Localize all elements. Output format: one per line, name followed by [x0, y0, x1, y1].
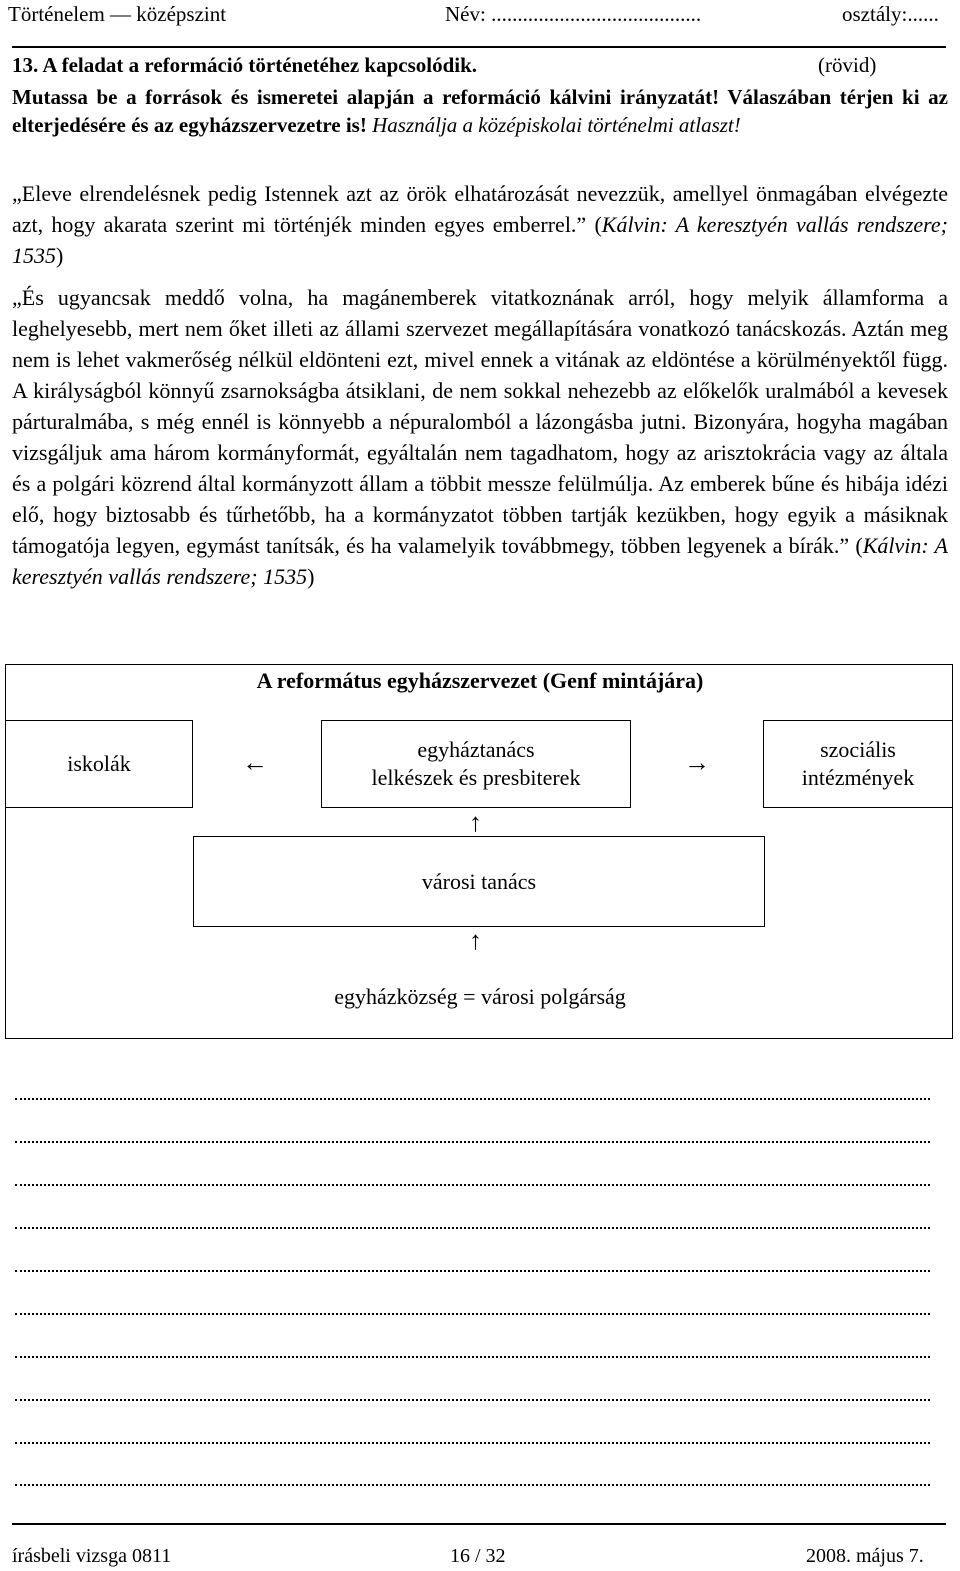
arrow-up-icon-2: ↑	[469, 926, 482, 955]
source-2-text: „És ugyancsak meddő volna, ha magánemberek vitatkoznának arról, hogy melyik államforma a leghelyesebb, mert nem őket illeti az állami szervezet megállapítására vonatkozó tanácskozás. Aztán meg nem is lehet vakmerőség nélkül eldönteni ezt, mivel ennek a vitának az eldöntése a körülményektől függ. A királyságból könnyű zsarnokságba átsiklani, de nem sokkal nehezebb az előkelők uralmából a kevesek párturalmába, s még ennél is könnyebb a népuralomból a lázongásba jutni. Bizonyára, hogyha magában vizsgáljuk ama három kormányformát, egyáltalán nem tagadhatom, hogy az arisztokrácia vagy az általa és a polgári közrend által kormányzott állam a többit messze felülmúlja. Az emberek bűne és hibája idézi elő, hogy biztosabb és tűrhetőbb, ha a kormányzatot többen tartják kezükben, hogy egyik a másiknak támogatója legyen, egymást tanítsák, és ha valamelyik továbbmegy, többen legyenek a bírák.”	[12, 285, 948, 558]
city-council-label: városi tanács	[421, 868, 537, 894]
diagram-title: A református egyházszervezet (Genf mintájára)	[256, 668, 704, 693]
city-council-box	[193, 836, 765, 927]
answer-line[interactable]	[15, 1442, 930, 1444]
arrow-right-icon: →	[684, 748, 710, 777]
footer-exam: írásbeli vizsga 0811	[12, 1545, 172, 1567]
arrow-up-icon: ↑	[469, 808, 482, 837]
footer-page-number: 16 / 32	[450, 1545, 506, 1567]
footer-rule	[12, 1523, 946, 1525]
header-rule	[12, 46, 946, 48]
task-bold: Mutassa be a források és ismeretei alapján a reformáció kálvini irányzatát! Válaszában térjen ki az elterjedésére és az egyházszervezetre is!	[12, 85, 948, 137]
answer-line[interactable]	[15, 1098, 930, 1100]
answer-line[interactable]	[15, 1141, 930, 1143]
social-institutions-box	[763, 720, 953, 808]
answer-line[interactable]	[15, 1399, 930, 1401]
source-1-citation: Kálvin: A keresztyén vallás rendszere; 1535	[12, 212, 948, 268]
church-council-label: egyháztanács	[417, 737, 535, 762]
church-council-box	[321, 720, 631, 808]
footer-date: 2008. május 7.	[806, 1545, 924, 1567]
answer-line[interactable]	[15, 1484, 930, 1486]
answer-line[interactable]	[15, 1184, 930, 1186]
answer-line[interactable]	[15, 1227, 930, 1229]
answer-line[interactable]	[15, 1356, 930, 1358]
task-italic: Használja a középiskolai történelmi atlaszt!	[372, 113, 741, 137]
source-2-citation: Kálvin: A keresztyén vallás rendszere; 1535	[12, 533, 948, 589]
task-instructions	[12, 83, 948, 139]
source-1-text: „Eleve elrendelésnek pedig Istennek azt az örök elhatározását nevezzük, amellyel önmagában elvégezte azt, hogy akarata szerint mi történjék minden egyes emberrel.”	[12, 181, 948, 237]
social-label-line1: szociális	[820, 737, 896, 762]
pastors-elders-label: lelkészek és presbiterek	[371, 765, 581, 790]
question-title: 13. A feladat a reformáció történetéhez kapcsolódik.	[12, 53, 478, 77]
congregation-label: egyházközség = városi polgárság	[334, 984, 626, 1009]
header-subject: Történelem — középszint	[8, 2, 227, 26]
question-type: (rövid)	[818, 53, 877, 77]
header-name-field: Név: ........................................	[445, 2, 702, 26]
social-label-line2: intézmények	[801, 765, 915, 790]
source-quote-1: „Eleve elrendelésnek pedig Istennek azt az örök elhatározását nevezzük, amellyel önmagában elvégezte azt, hogy akarata szerint mi történjék minden egyes emberrel.” (Kálvin: A keresztyén vallás rendszere; 1535)	[12, 181, 948, 268]
arrow-left-icon: ←	[242, 748, 268, 777]
header-class-field: osztály:......	[842, 2, 939, 26]
answer-line[interactable]	[15, 1313, 930, 1315]
source-quote-2: „És ugyancsak meddő volna, ha magánemberek vitatkoznának arról, hogy melyik államforma a leghelyesebb, mert nem őket illeti az állami szervezet megállapítására vonatkozó tanácskozás. Aztán meg nem is lehet vakmerőség nélkül eldönteni ezt, mivel ennek a vitának az eldöntése a körülményektől függ. A királyságból könnyű zsarnokságba átsiklani, de nem sokkal nehezebb az előkelők uralmából a kevesek párturalmába, s még ennél is könnyebb a népuralomból a lázongásba jutni. Bizonyára, hogyha magában vizsgáljuk ama három kormányformát, egyáltalán nem tagadhatom, hogy az arisztokrácia vagy az általa és a polgári közrend által kormányzott állam a többit messze felülmúlja. Az emberek bűne és hibája idézi elő, hogy biztosabb és tűrhetőbb, ha a kormányzatot többen tartják kezükben, hogy egyik a másiknak támogatója legyen, egymást tanítsák, és ha valamelyik továbbmegy, többen legyenek a bírák.” (Kálvin: A keresztyén vallás rendszere; 1535)	[12, 285, 948, 589]
schools-label: iskolák	[67, 751, 131, 776]
schools-box	[5, 720, 193, 808]
answer-line[interactable]	[15, 1270, 930, 1272]
